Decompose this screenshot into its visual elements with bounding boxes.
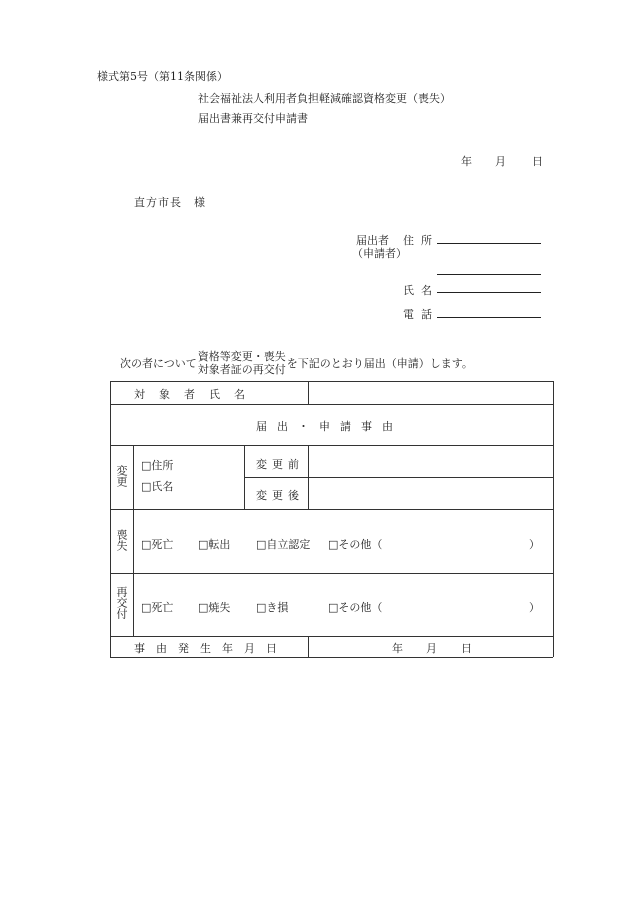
name-label: 氏名 — [403, 284, 439, 297]
before-change-label: 変更前 — [256, 458, 304, 471]
notice-options — [198, 350, 286, 376]
address-line-2[interactable] — [437, 274, 541, 275]
reason-header: 届出・申請事由 — [256, 420, 403, 433]
notifier-label: 届出者 — [356, 234, 389, 247]
reissue-option-other[interactable]: □その他（ — [328, 601, 383, 614]
applicant-label: （申請者） — [352, 247, 407, 260]
table-border-bottom — [110, 657, 553, 658]
phone-line[interactable] — [437, 317, 541, 318]
col-divider — [244, 445, 245, 509]
reissue-option-death[interactable]: □死亡 — [141, 601, 174, 614]
notice-option-change-loss: 資格等変更・喪失 — [197, 350, 286, 363]
form-title-line1: 社会福祉法人利用者負担軽減確認資格変更（喪失） — [198, 92, 451, 105]
date-month-label: 月 — [495, 155, 506, 168]
change-option-name[interactable]: □氏名 — [141, 480, 174, 493]
after-change-field[interactable] — [310, 479, 552, 508]
table-border-right — [553, 381, 554, 657]
form-title-line2: 届出書兼再交付申請書 — [198, 112, 308, 125]
row-divider — [110, 636, 553, 637]
reissue-option-damaged[interactable]: □き損 — [256, 601, 289, 614]
col-divider — [308, 445, 309, 509]
change-option-address[interactable]: □住所 — [141, 459, 174, 472]
occurrence-year-label: 年 — [392, 642, 403, 655]
form-number: 様式第5号（第11条関係） — [97, 70, 228, 83]
subject-name-label: 対象者氏名 — [134, 388, 259, 401]
loss-option-self-reliance[interactable]: □自立認定 — [256, 538, 311, 551]
before-change-field[interactable] — [310, 447, 552, 476]
col-divider — [133, 445, 134, 636]
notice-sentence — [120, 348, 473, 378]
change-label: 変更 — [115, 465, 128, 487]
occurrence-date-label: 事由発生年月日 — [134, 642, 288, 655]
loss-option-other[interactable]: □その他（ — [328, 538, 383, 551]
address-line-1[interactable] — [437, 243, 541, 244]
col-divider — [308, 636, 309, 657]
notice-option-reissue: 対象者証の再交付 — [197, 363, 286, 376]
col-divider — [308, 381, 309, 404]
row-divider — [110, 573, 553, 574]
address-label: 住所 — [403, 234, 439, 247]
date-year-label: 年 — [461, 155, 472, 168]
reissue-close-paren: ） — [529, 601, 540, 614]
occurrence-day-label: 日 — [461, 642, 472, 655]
loss-close-paren: ） — [529, 538, 540, 551]
row-divider — [110, 445, 553, 446]
notice-prefix: 次の者について — [120, 357, 197, 370]
reissue-label: 再交付 — [115, 586, 128, 619]
name-line[interactable] — [437, 292, 541, 293]
loss-option-move-out[interactable]: □転出 — [198, 538, 231, 551]
after-change-label: 変更後 — [256, 489, 304, 502]
reissue-option-burned[interactable]: □焼失 — [198, 601, 231, 614]
occurrence-month-label: 月 — [426, 642, 437, 655]
row-divider — [110, 404, 553, 405]
phone-label: 電話 — [403, 308, 439, 321]
date-day-label: 日 — [532, 155, 543, 168]
application-table — [110, 381, 553, 657]
subject-name-field[interactable] — [310, 382, 552, 403]
addressee: 直方市長 様 — [134, 196, 206, 209]
loss-label: 喪失 — [115, 529, 128, 551]
notice-suffix: を下記のとおり届出（申請）します。 — [286, 357, 473, 370]
loss-option-death[interactable]: □死亡 — [141, 538, 174, 551]
table-border-left — [110, 381, 111, 657]
row-divider — [244, 477, 553, 478]
row-divider — [110, 509, 553, 510]
